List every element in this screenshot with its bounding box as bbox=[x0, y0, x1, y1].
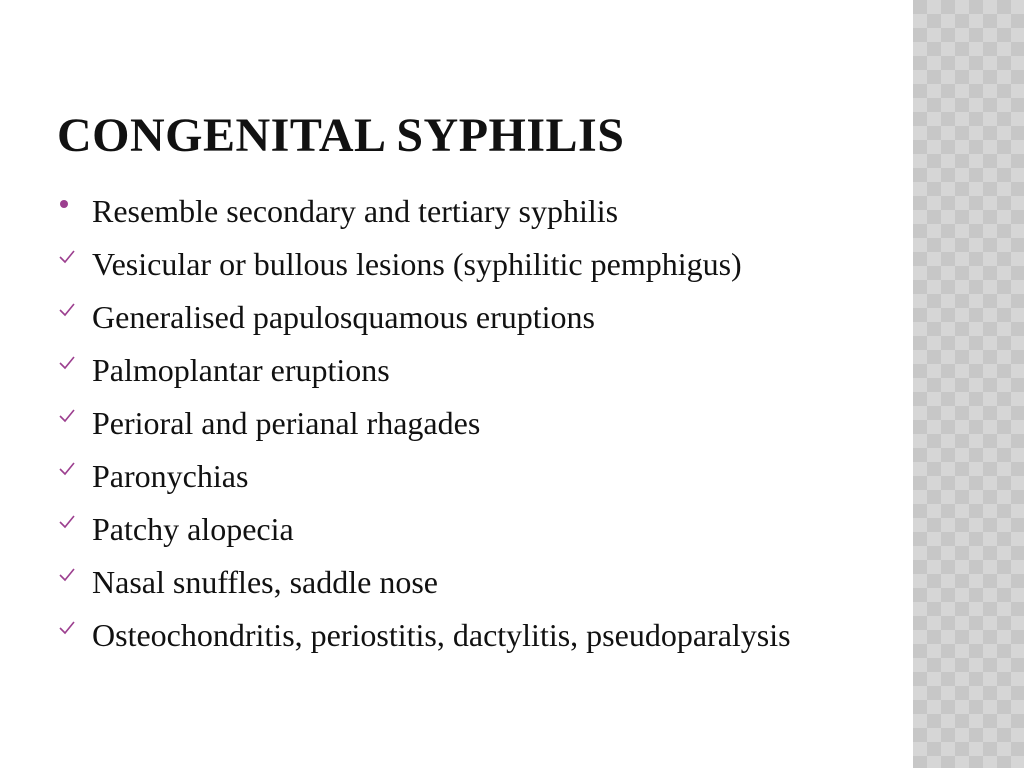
bullet-text: Osteochondritis, periostitis, dactylitis, pseudoparalysis bbox=[92, 617, 791, 653]
checkmark-icon bbox=[58, 561, 82, 603]
bullet-list bbox=[58, 190, 878, 667]
bullet-text: Perioral and perianal rhagades bbox=[92, 405, 481, 441]
bullet-text: Resemble secondary and tertiary syphilis bbox=[92, 193, 619, 229]
bullet-item bbox=[58, 190, 878, 232]
checkmark-icon bbox=[58, 508, 82, 550]
bullet-text: Paronychias bbox=[92, 458, 249, 494]
slide-title: CONGENITAL SYPHILIS bbox=[57, 109, 625, 162]
bullet-item bbox=[58, 296, 878, 338]
bullet-item bbox=[58, 349, 878, 391]
bullet-text: Palmoplantar eruptions bbox=[92, 352, 390, 388]
bullet-item bbox=[58, 243, 878, 285]
bullet-item bbox=[58, 561, 878, 603]
bullet-item bbox=[58, 402, 878, 444]
bullet-item bbox=[58, 455, 878, 497]
bullet-text: Generalised papulosquamous eruptions bbox=[92, 299, 595, 335]
decorative-side-panel bbox=[913, 0, 1024, 768]
checkmark-icon bbox=[58, 296, 82, 338]
dot-icon bbox=[58, 190, 82, 232]
checkmark-icon bbox=[58, 614, 82, 656]
checkmark-icon bbox=[58, 243, 82, 285]
checkmark-icon bbox=[58, 402, 82, 444]
bullet-text: Vesicular or bullous lesions (syphilitic pemphigus) bbox=[92, 246, 742, 282]
bullet-item bbox=[58, 614, 878, 656]
bullet-item bbox=[58, 508, 878, 550]
bullet-text: Nasal snuffles, saddle nose bbox=[92, 564, 438, 600]
bullet-text: Patchy alopecia bbox=[92, 511, 294, 547]
checkmark-icon bbox=[58, 349, 82, 391]
checkmark-icon bbox=[58, 455, 82, 497]
